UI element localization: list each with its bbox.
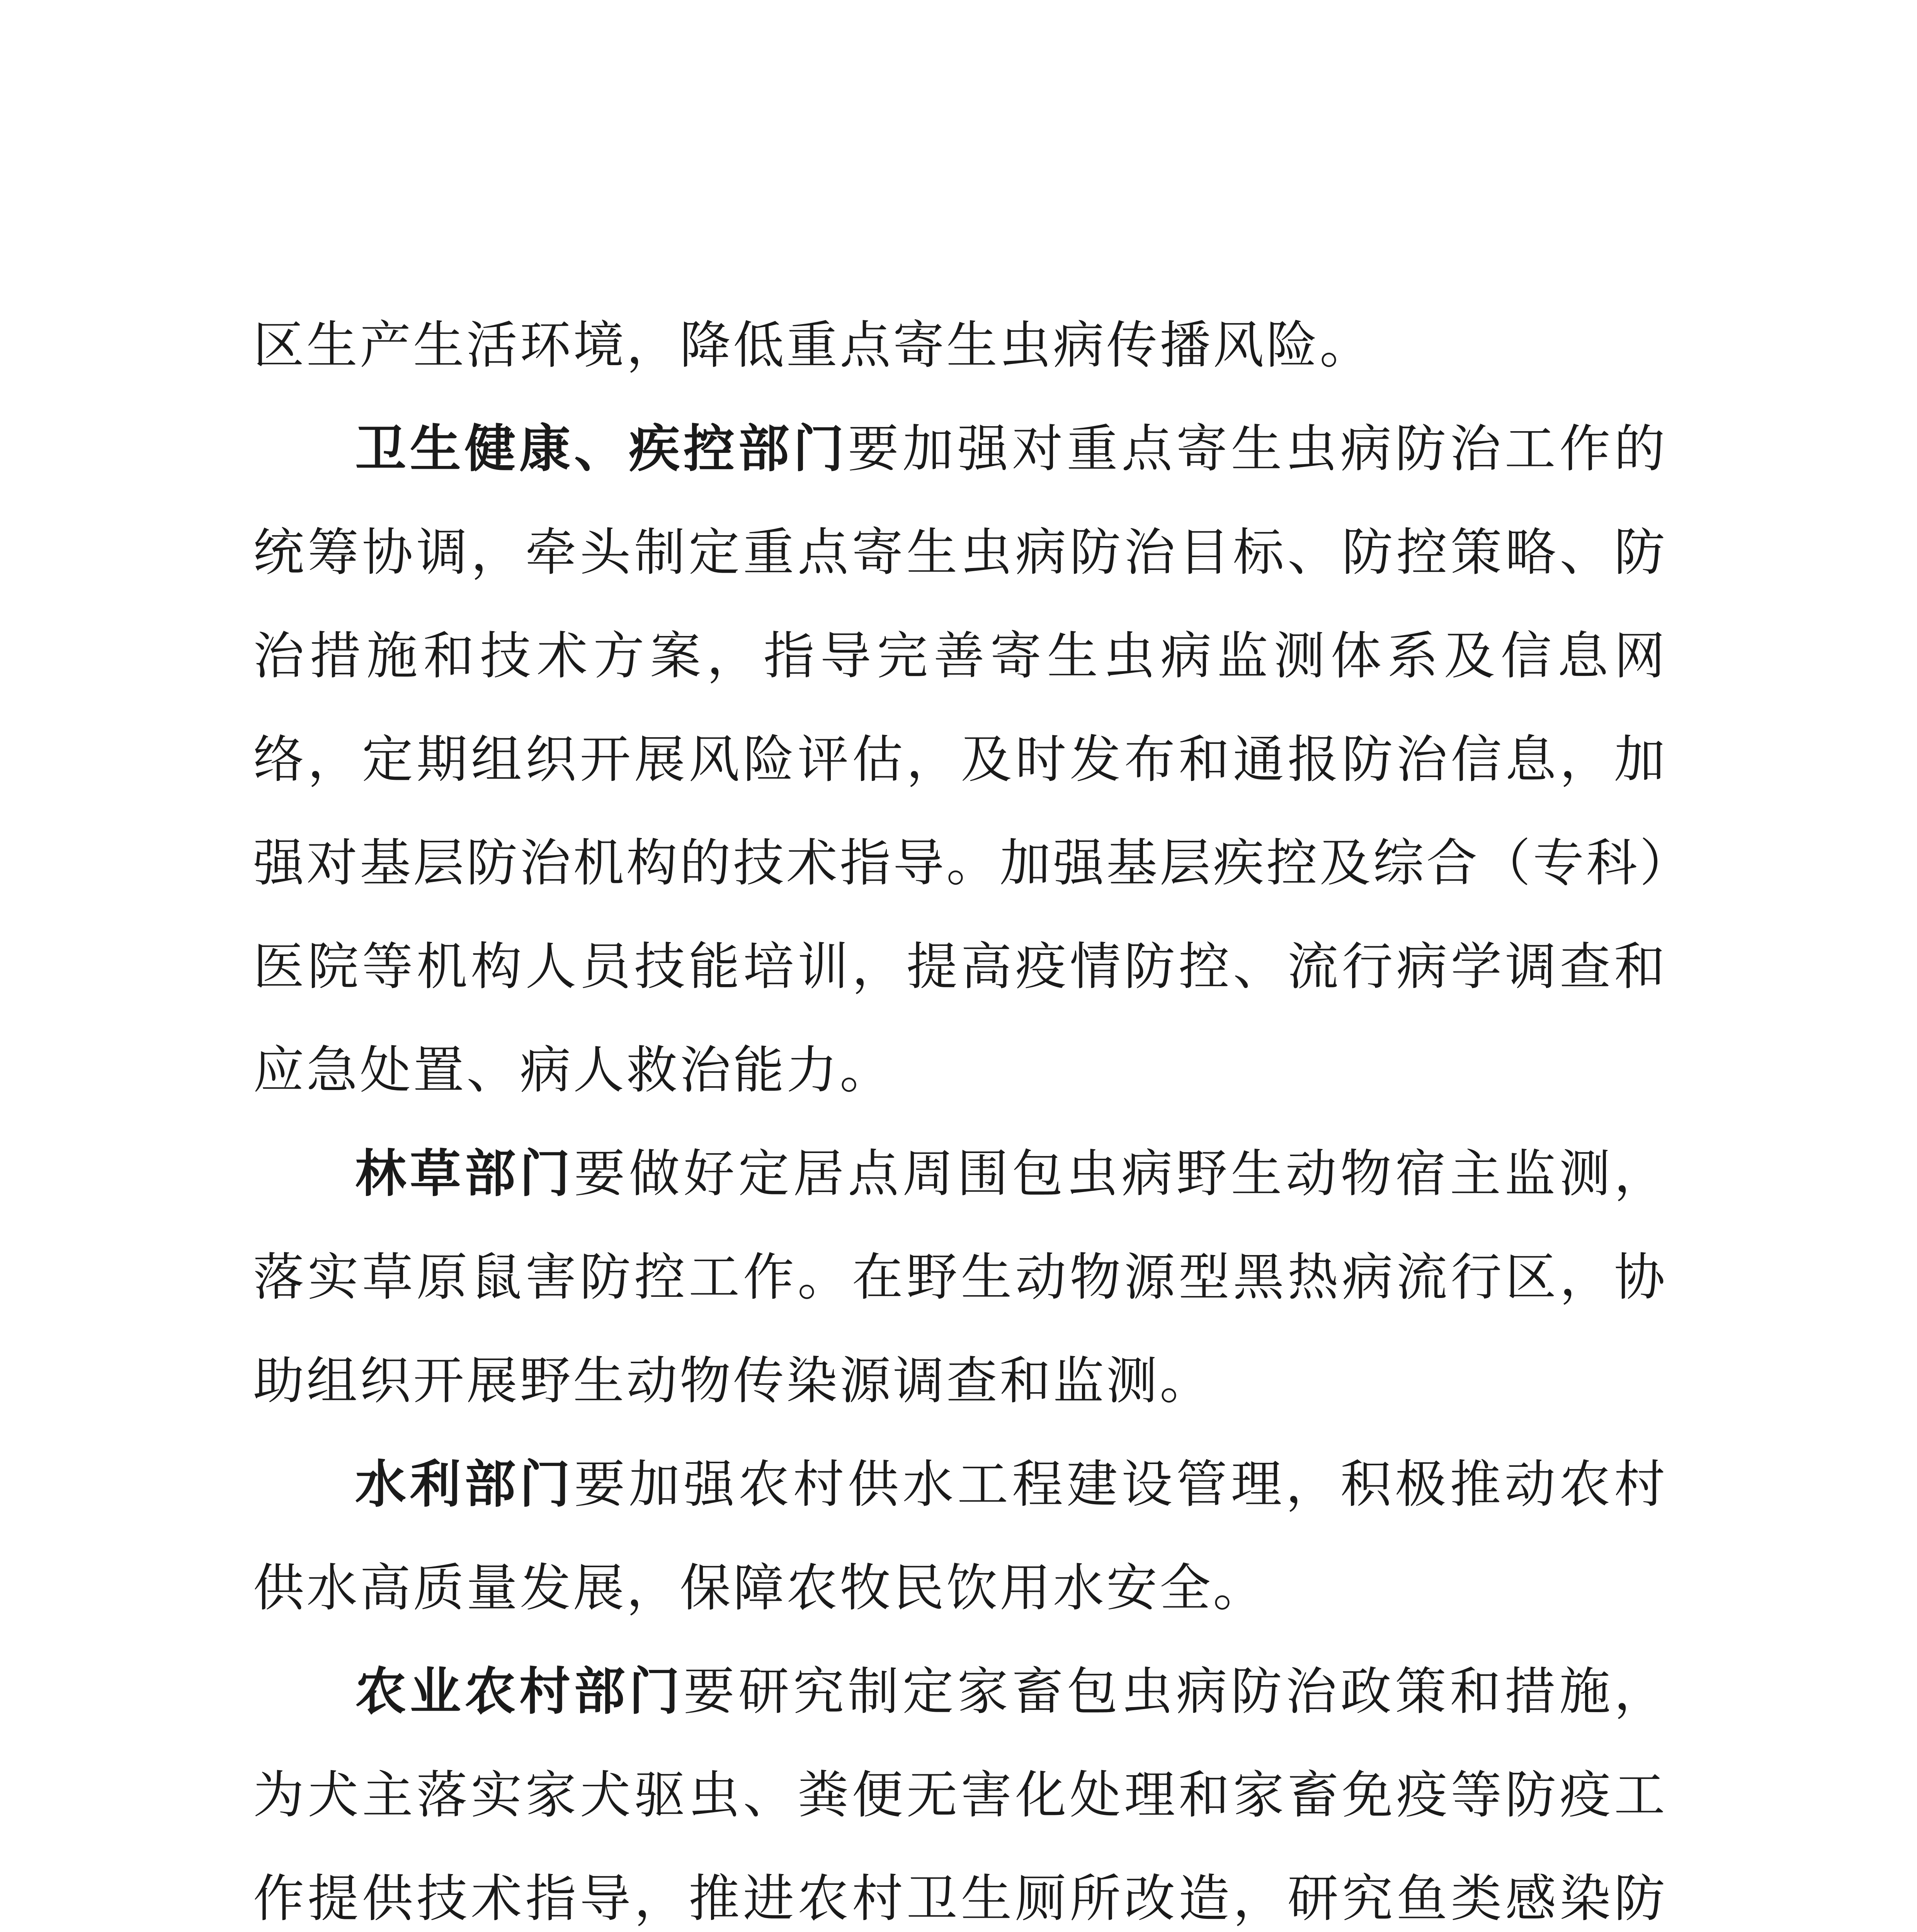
document-body <box>253 294 1667 1932</box>
paragraph-lead: 林草部门 <box>355 1144 574 1204</box>
paragraph-forestry-grassland <box>253 1122 1667 1433</box>
paragraph-lead: 卫生健康、疾控部门 <box>355 419 848 479</box>
paragraph-lead: 农业农村部门 <box>355 1662 684 1721</box>
paragraph-text: 区生产生活环境，降低重点寄生虫病传播风险。 <box>253 316 1373 375</box>
paragraph-health-cdc <box>253 397 1667 1122</box>
paragraph-text: 要加强对重点寄生虫病防治工作的统筹协调，牵头制定重点寄生虫病防治目标、防控策略、防治措施和技术方案，指导完善寄生虫病监测体系及信息网络，定期组织开展风险评估，及时发布和通报防治信息，加强对基层防治机构的技术指导。加强基层疾控及综合（专科）医院等机构人员技能培训，提高疫情防控、流行病学调查和应急处置、病人救治能力。 <box>253 419 1668 1100</box>
paragraph-text: 要做好定居点周围包虫病野生动物宿主监测，落实草原鼠害防控工作。在野生动物源型黑热病流行区，协助组织开展野生动物传染源调查和监测。 <box>253 1144 1667 1411</box>
paragraph-water-resources <box>253 1433 1667 1640</box>
paragraph-text: 要研究制定家畜包虫病防治政策和措施，为犬主落实家犬驱虫、粪便无害化处理和家畜免疫等防疫工作提供技术指导，推进农村卫生厕所改造，研究鱼类感染防 <box>253 1662 1668 1929</box>
paragraph-lead: 水利部门 <box>355 1455 574 1514</box>
paragraph-continuation <box>253 294 1667 397</box>
paragraph-agriculture-rural <box>253 1640 1667 1932</box>
paragraph-text: 要加强农村供水工程建设管理，积极推动农村供水高质量发展，保障农牧民饮用水安全。 <box>253 1455 1667 1618</box>
